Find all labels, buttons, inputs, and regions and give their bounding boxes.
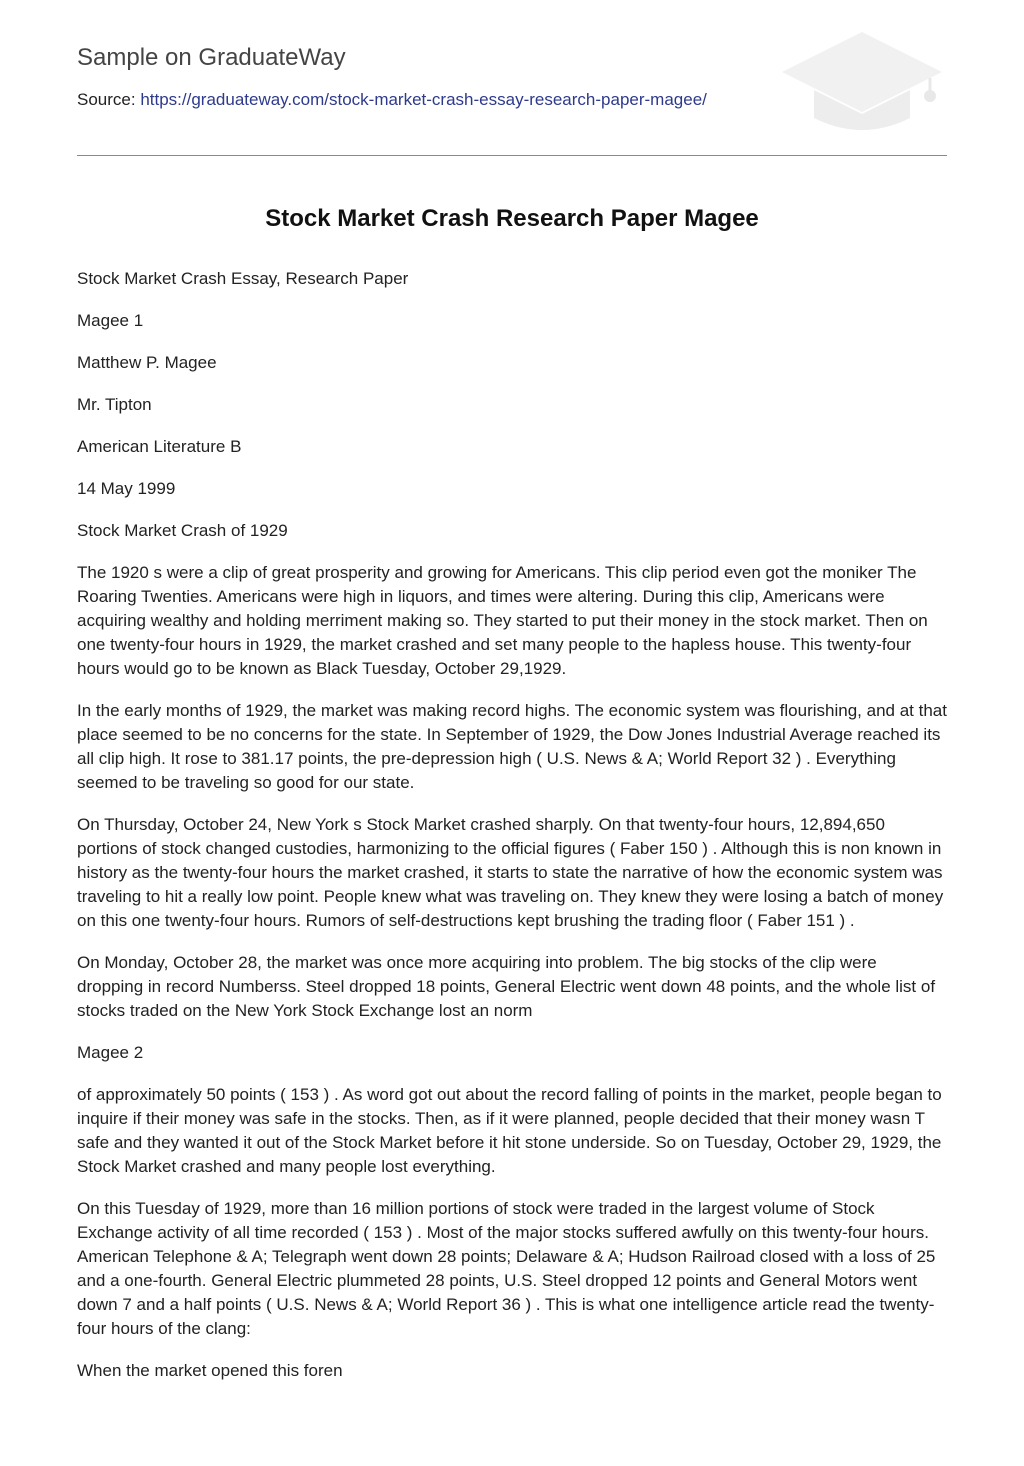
- paragraph: Magee 2: [77, 1043, 144, 1062]
- paragraph: American Literature B: [77, 437, 242, 456]
- graduation-cap-icon: [780, 30, 948, 134]
- paragraph: On this Tuesday of 1929, more than 16 million portions of stock were traded in the largest volume of Stock Exchange activity of all time recorded ( 153 ) . Most of the major stocks suffered awfully on this twenty-four hours. American Telephone & A; Telegraph went down 28 points; Delaware & A; Hudson Railroad closed with a loss of 25 and a one-fourth. General Electric plummeted 28 points, U.S. Steel dropped 12 points and General Motors went down 7 and a half points ( U.S. News & A; World Report 36 ) . This is what one intelligence article read the twenty-four hours of the clang:: [77, 1199, 936, 1338]
- paragraph: On Monday, October 28, the market was once more acquiring into problem. The big stocks of the clip were dropping in record Numberss. Steel dropped 18 points, General Electric went down 48 points, and the whole list of stocks traded on the New York Stock Exchange lost an norm: [77, 953, 936, 1020]
- paragraph: Magee 1: [77, 311, 144, 330]
- paragraph: Mr. Tipton: [77, 395, 152, 414]
- paragraph: In the early months of 1929, the market was making record highs. The economic system was flourishing, and at that place seemed to be no concerns for the state. In September of 1929, the Dow Jones Industrial Average reached its all clip high. It rose to 381.17 points, the pre-depression high ( U.S. News & A; World Report 32 ) . Everything seemed to be traveling so good for our state.: [77, 701, 947, 792]
- paragraph: On Thursday, October 24, New York s Stock Market crashed sharply. On that twenty-four hours, 12,894,650 portions of stock changed custodies, harmonizing to the official figures ( Faber 150 ) . Although this is non known in history as the twenty-four hours the market crashed, it starts to state the narrative of how the economic system was traveling to hit a really low point. People knew what was traveling on. They knew they were losing a batch of money on this one twenty-four hours. Rumors of self-destructions kept brushing the trading floor ( Faber 151 ) .: [77, 815, 944, 930]
- paragraph: Stock Market Crash of 1929: [77, 521, 288, 540]
- paragraph: Matthew P. Magee: [77, 353, 217, 372]
- paragraph: 14 May 1999: [77, 479, 176, 498]
- site-title: Sample on GraduateWay: [77, 44, 346, 71]
- essay-body: [77, 267, 947, 1401]
- source-link[interactable]: https://graduateway.com/stock-market-crash-essay-research-paper-magee/: [140, 90, 707, 109]
- page-header: [77, 0, 947, 156]
- paragraph: The 1920 s were a clip of great prosperity and growing for Americans. This clip period even got the moniker The Roaring Twenties. Americans were high in liquors, and times were altering. During this clip, Americans were acquiring wealthy and holding merriment making so. They started to put their money in the stock market. Then on one twenty-four hours in 1929, the market crashed and set many people to the hapless house. This twenty-four hours would go to be known as Black Tuesday, October 29,1929.: [77, 563, 928, 678]
- source-line: [77, 90, 707, 110]
- paragraph: of approximately 50 points ( 153 ) . As word got out about the record falling of points in the market, people began to inquire if their money was safe in the stocks. Then, as if it were planned, people decided that their money wasn T safe and they wanted it out of the Stock Market before it hit stone underside. So on Tuesday, October 29, 1929, the Stock Market crashed and many people lost everything.: [77, 1085, 942, 1176]
- paragraph: Stock Market Crash Essay, Research Paper: [77, 269, 409, 288]
- header-divider: [77, 155, 947, 156]
- paragraph: When the market opened this foren: [77, 1361, 343, 1380]
- source-label: Source:: [77, 90, 141, 109]
- document-title: Stock Market Crash Research Paper Magee: [265, 205, 759, 232]
